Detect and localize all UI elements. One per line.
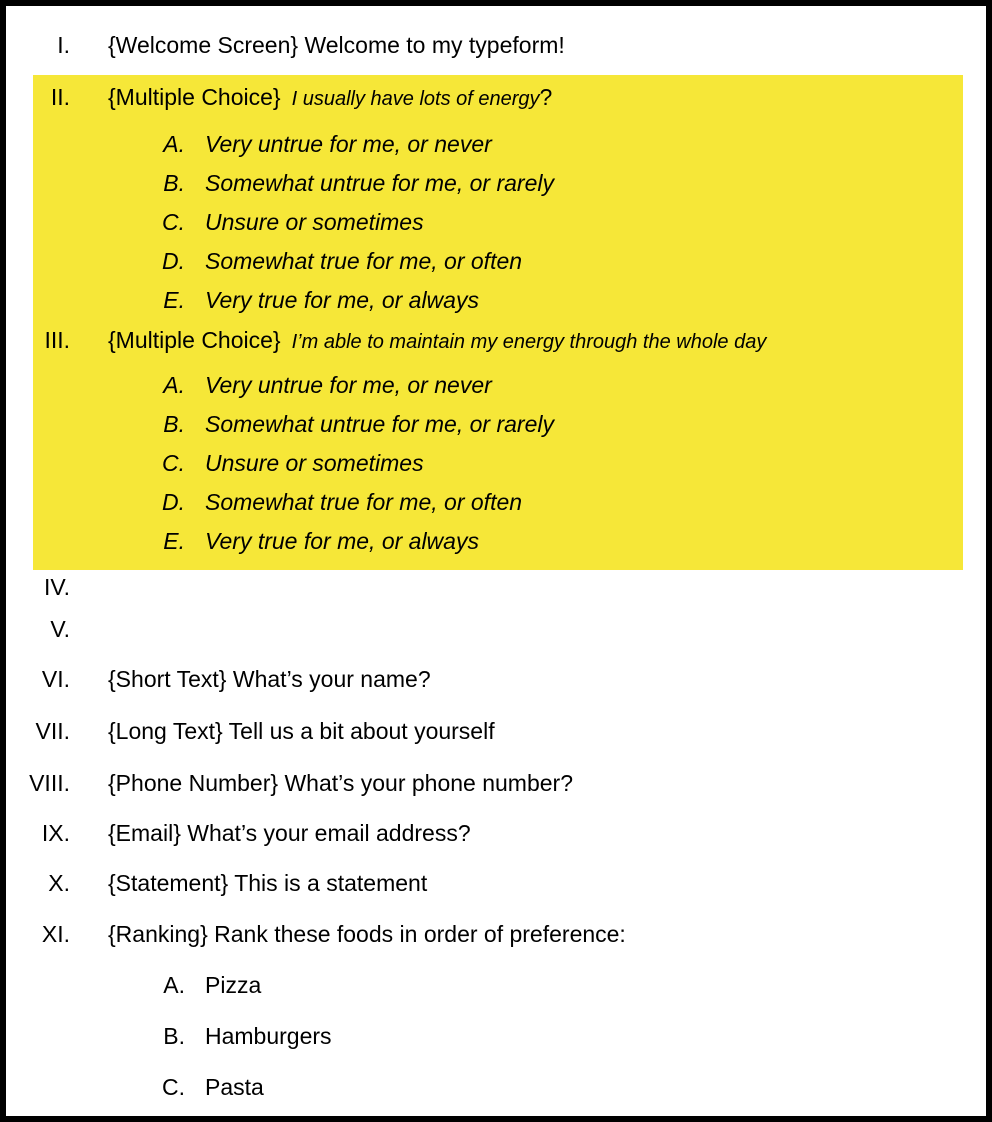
list-item-ii-b[interactable]	[6, 164, 986, 203]
option-text: Unsure or sometimes	[205, 450, 424, 477]
field-type-tag: {Multiple Choice}	[108, 326, 281, 353]
item-text	[108, 84, 552, 111]
item-text	[108, 770, 573, 796]
list-item-ii[interactable]	[6, 75, 986, 119]
list-item-iii-a[interactable]	[6, 366, 986, 405]
list-item-vi[interactable]	[6, 653, 986, 705]
field-type-tag: {Ranking}	[108, 921, 208, 948]
option-text: Somewhat true for me, or often	[205, 248, 523, 275]
list-marker: A.	[163, 131, 185, 158]
list-marker: VIII.	[29, 769, 70, 796]
list-marker: II.	[50, 83, 70, 110]
option-text: Unsure or sometimes	[205, 209, 424, 236]
list-item-iii-d[interactable]	[6, 483, 986, 522]
list-marker: I.	[57, 31, 70, 58]
list-item-ii-a[interactable]	[6, 125, 986, 164]
list-item-vii[interactable]	[6, 705, 986, 757]
field-type-tag: {Long Text}	[108, 717, 223, 744]
list-marker: X.	[48, 869, 70, 896]
item-text	[108, 666, 431, 692]
list-marker: A.	[163, 372, 185, 399]
list-item-viii[interactable]	[6, 757, 986, 809]
list-item-iii-e[interactable]	[6, 522, 986, 561]
list-marker: V.	[50, 615, 70, 642]
option-text: Very untrue for me, or never	[205, 131, 492, 158]
item-label: What’s your email address?	[187, 819, 471, 846]
list-marker: B.	[163, 170, 185, 197]
field-type-tag: {Multiple Choice}	[108, 83, 281, 110]
field-type-tag: {Statement}	[108, 869, 229, 896]
item-label: Welcome to my typeform!	[304, 31, 565, 58]
list-item-xi-a[interactable]	[6, 960, 986, 1011]
field-type-tag: {Phone Number}	[108, 769, 279, 796]
list-item-xi-c[interactable]	[6, 1062, 986, 1113]
item-text	[108, 820, 471, 846]
list-marker: XI.	[41, 921, 70, 948]
list-item-x[interactable]	[6, 857, 986, 909]
option-text: Somewhat untrue for me, or rarely	[205, 170, 554, 197]
item-text	[108, 32, 565, 58]
list-marker: D.	[162, 489, 185, 516]
list-marker: B.	[163, 411, 185, 438]
list-marker: E.	[163, 528, 185, 555]
list-marker: C.	[162, 209, 185, 236]
list-marker: VI.	[41, 665, 70, 692]
list-marker: A.	[163, 972, 185, 999]
option-text: Very true for me, or always	[205, 287, 479, 314]
question-mark: ?	[539, 83, 553, 110]
item-label: Tell us a bit about yourself	[228, 717, 495, 744]
option-text: Pasta	[205, 1074, 264, 1101]
list-item-i[interactable]	[6, 19, 986, 71]
item-text	[108, 718, 495, 744]
list-item-iii-b[interactable]	[6, 405, 986, 444]
list-item-ix[interactable]	[6, 809, 986, 857]
list-marker: IX.	[41, 819, 70, 846]
item-text	[108, 921, 626, 947]
list-marker: IV.	[43, 573, 70, 600]
item-label: This is a statement	[234, 869, 428, 896]
list-marker: E.	[163, 287, 185, 314]
list-item-xi[interactable]	[6, 909, 986, 960]
list-item-iv[interactable]	[6, 569, 986, 605]
item-label: What’s your phone number?	[284, 769, 573, 796]
list-item-xi-b[interactable]	[6, 1011, 986, 1062]
option-text: Very true for me, or always	[205, 528, 479, 555]
list-marker: VII.	[35, 717, 70, 744]
item-label: What’s your name?	[232, 665, 431, 692]
list-marker: B.	[163, 1023, 185, 1050]
field-type-tag: {Email}	[108, 819, 181, 846]
list-item-ii-c[interactable]	[6, 203, 986, 242]
option-text: Pizza	[205, 972, 262, 999]
list-marker: D.	[162, 248, 185, 275]
option-text: Very untrue for me, or never	[205, 372, 492, 399]
question-text: I usually have lots of energy	[291, 87, 540, 110]
list-item-v[interactable]	[6, 605, 986, 653]
field-type-tag: {Short Text}	[108, 665, 227, 692]
list-marker: C.	[162, 1074, 185, 1101]
item-label: Rank these foods in order of preference:	[214, 921, 626, 948]
list-item-iii[interactable]	[6, 320, 986, 360]
list-item-ii-e[interactable]	[6, 281, 986, 320]
list-item-ii-d[interactable]	[6, 242, 986, 281]
list-marker: C.	[162, 450, 185, 477]
list-marker: III.	[44, 326, 70, 353]
option-text: Somewhat untrue for me, or rarely	[205, 411, 554, 438]
list-item-iii-c[interactable]	[6, 444, 986, 483]
item-text	[108, 870, 427, 896]
option-text: Hamburgers	[205, 1023, 332, 1050]
field-type-tag: {Welcome Screen}	[108, 31, 299, 58]
question-text: I’m able to maintain my energy through the whole day	[291, 330, 767, 353]
option-text: Somewhat true for me, or often	[205, 489, 523, 516]
item-text	[108, 327, 766, 354]
